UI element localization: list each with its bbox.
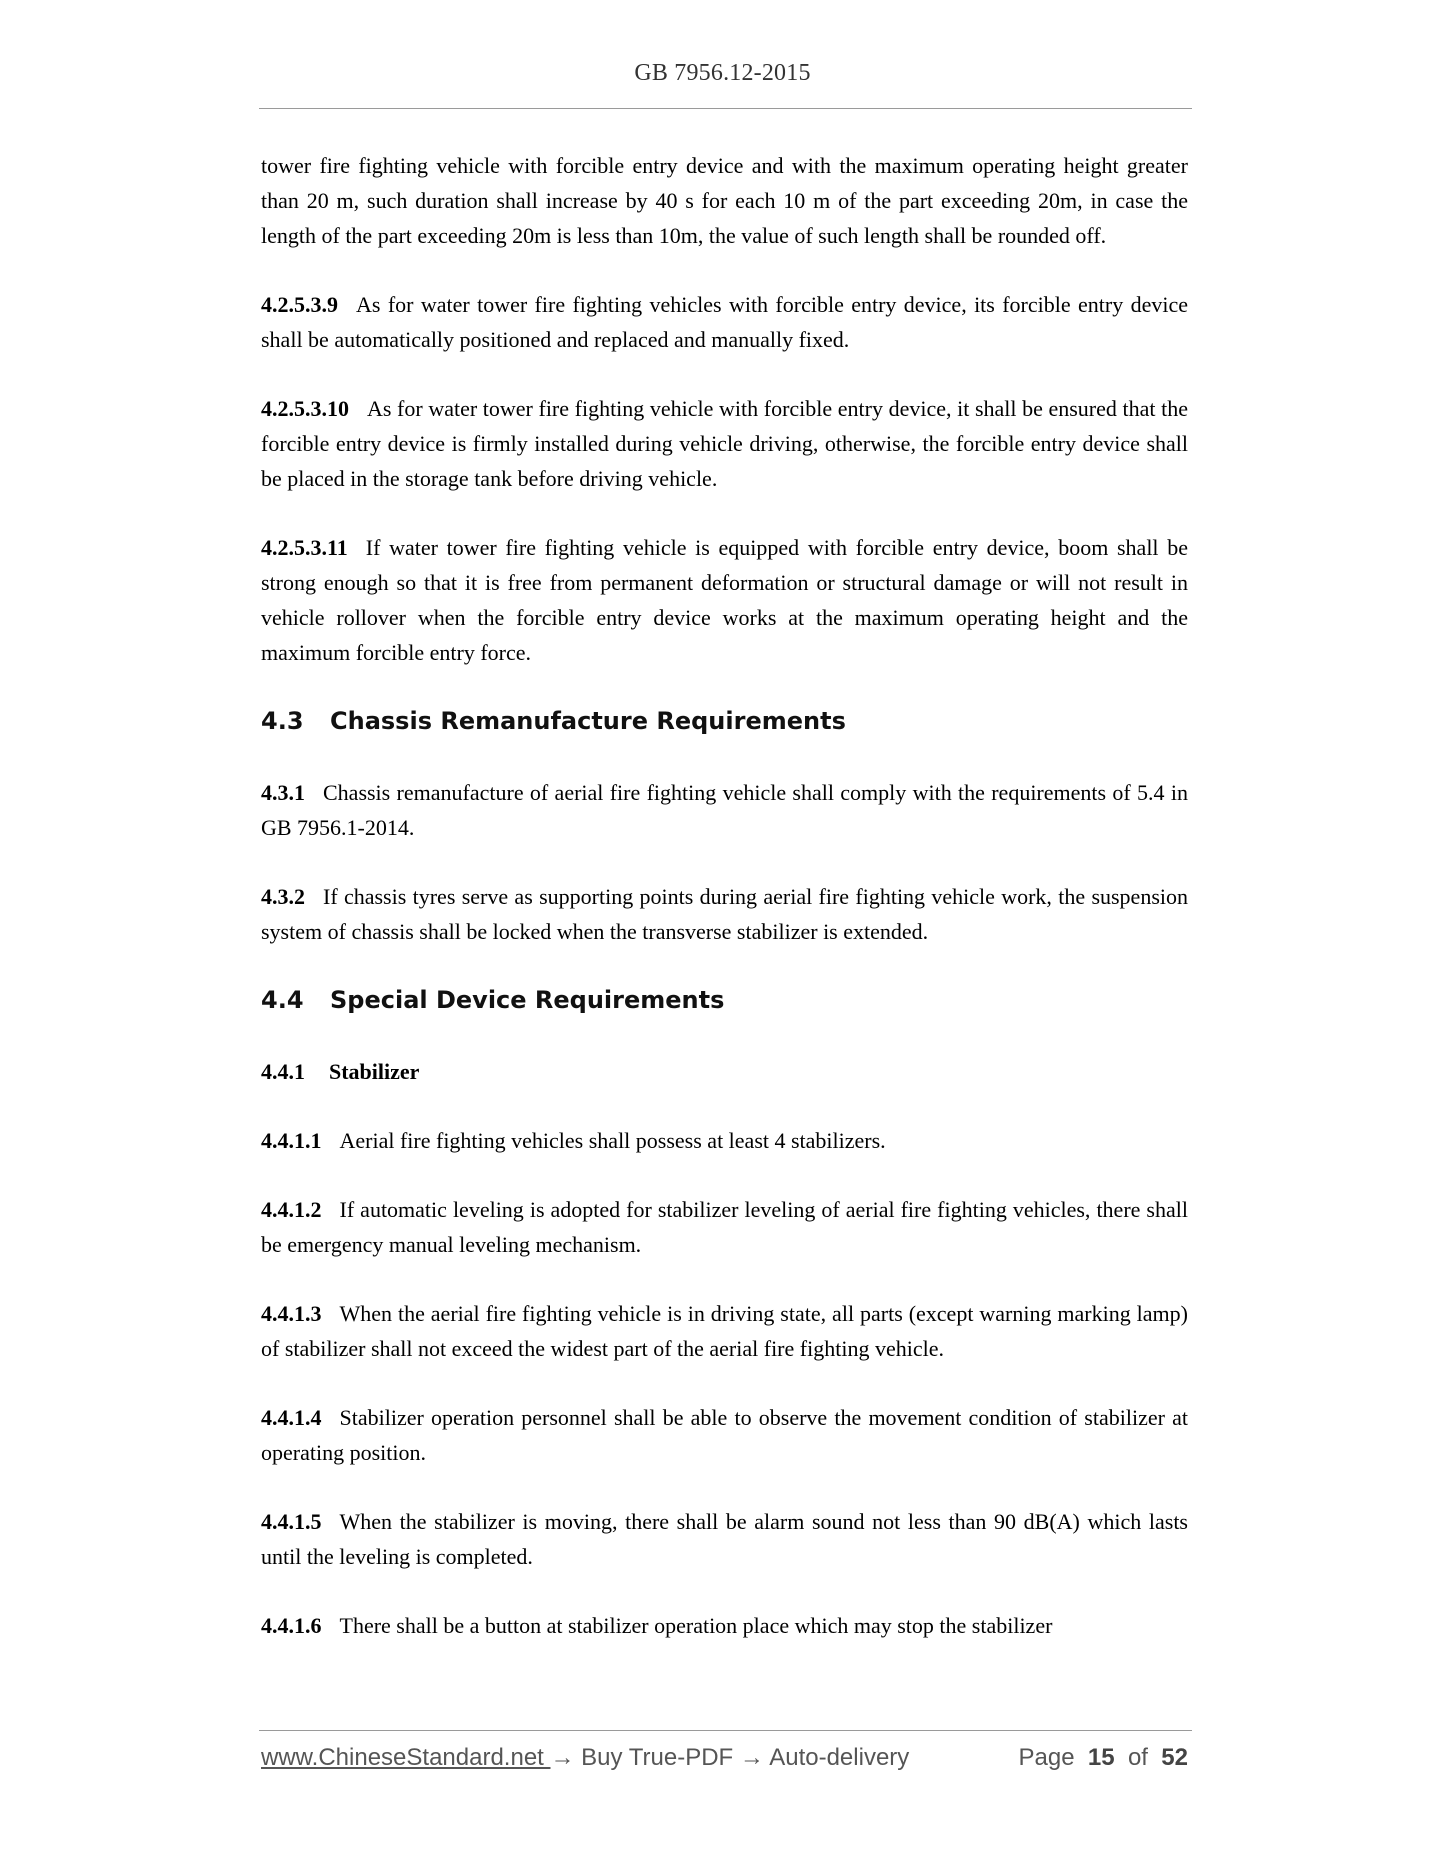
section-title: Special Device Requirements — [330, 986, 725, 1014]
clause-text: If automatic leveling is adopted for stabilizer leveling of aerial fire fighting vehicles, there shall be emergency manual leveling mechanism. — [261, 1197, 1188, 1257]
section-heading-4-4 — [261, 983, 1188, 1018]
clause-text: As for water tower fire fighting vehicle with forcible entry device, it shall be ensured that the forcible entry device is firmly installed during vehicle driving, otherwise, the forcible entry device shall be placed in the storage tank before driving vehicle. — [261, 396, 1188, 491]
clause-text: Aerial fire fighting vehicles shall possess at least 4 stabilizers. — [339, 1128, 886, 1153]
clause-4-3-2 — [261, 879, 1188, 949]
clause-number: 4.2.5.3.10 — [261, 396, 349, 421]
subsection-heading-4-4-1 — [261, 1054, 1188, 1089]
clause-number: 4.3.2 — [261, 884, 305, 909]
clause-4-4-1-4 — [261, 1400, 1188, 1470]
clause-4-2-5-3-10 — [261, 391, 1188, 496]
clause-number: 4.4.1.2 — [261, 1197, 322, 1222]
clause-4-2-5-3-11 — [261, 530, 1188, 670]
clause-4-2-5-3-9 — [261, 287, 1188, 357]
clause-number: 4.4.1.6 — [261, 1613, 322, 1638]
clause-number: 4.4.1.1 — [261, 1128, 322, 1153]
footer-divider — [259, 1730, 1192, 1731]
subsection-number: 4.4.1 — [261, 1059, 305, 1084]
header-divider — [259, 108, 1192, 109]
footer-promo — [261, 1744, 909, 1772]
section-number: 4.3 — [261, 707, 304, 735]
document-body — [261, 148, 1188, 1677]
clause-4-4-1-1 — [261, 1123, 1188, 1158]
intro-paragraph: tower fire fighting vehicle with forcible entry device and with the maximum operating height greater than 20 m, such duration shall increase by 40 s for each 10 m of the part exceeding 20m, in case the length of the part exceeding 20m is less than 10m, the value of such length shall be rounded off. — [261, 153, 1188, 248]
clause-4-4-1-2 — [261, 1192, 1188, 1262]
clause-text: There shall be a button at stabilizer operation place which may stop the stabilizer — [339, 1613, 1053, 1638]
section-title: Chassis Remanufacture Requirements — [330, 707, 846, 735]
site-link[interactable]: www.ChineseStandard.net — [261, 1744, 551, 1771]
clause-number: 4.4.1.5 — [261, 1509, 322, 1534]
page-footer — [261, 1744, 1188, 1780]
current-page: 15 — [1087, 1744, 1115, 1771]
clause-number: 4.4.1.4 — [261, 1405, 322, 1430]
document-header: GB 7956.12-2015 — [634, 60, 811, 86]
clause-4-4-1-6 — [261, 1608, 1188, 1643]
footer-promo-text: → Buy True-PDF → Auto-delivery — [550, 1744, 910, 1771]
total-pages: 52 — [1161, 1744, 1188, 1771]
clause-text: Stabilizer operation personnel shall be able to observe the movement condition of stabilizer at operating position. — [261, 1405, 1188, 1465]
clause-4-4-1-3 — [261, 1296, 1188, 1366]
clause-number: 4.2.5.3.9 — [261, 292, 338, 317]
clause-number: 4.4.1.3 — [261, 1301, 322, 1326]
subsection-title: Stabilizer — [329, 1059, 420, 1084]
clause-text: If water tower fire fighting vehicle is equipped with forcible entry device, boom shall be strong enough so that it is free from permanent deformation or structural damage or will not result in vehicle rollover when the forcible entry device works at the maximum operating height and the maximum forcible entry force. — [261, 535, 1188, 665]
clause-text: As for water tower fire fighting vehicles with forcible entry device, its forcible entry device shall be automatically positioned and replaced and manually fixed. — [261, 292, 1188, 352]
clause-text: Chassis remanufacture of aerial fire fighting vehicle shall comply with the requirements of 5.4 in GB 7956.1-2014. — [261, 780, 1188, 840]
clause-text: When the stabilizer is moving, there shall be alarm sound not less than 90 dB(A) which lasts until the leveling is completed. — [261, 1509, 1188, 1569]
clause-text: When the aerial fire fighting vehicle is in driving state, all parts (except warning marking lamp) of stabilizer shall not exceed the widest part of the aerial fire fighting vehicle. — [261, 1301, 1188, 1361]
page-label: Page — [1018, 1744, 1075, 1771]
clause-text: If chassis tyres serve as supporting points during aerial fire fighting vehicle work, the suspension system of chassis shall be locked when the transverse stabilizer is extended. — [261, 884, 1188, 944]
clause-4-3-1 — [261, 775, 1188, 845]
section-heading-4-3 — [261, 704, 1188, 739]
section-number: 4.4 — [261, 986, 304, 1014]
clause-number: 4.2.5.3.11 — [261, 535, 348, 560]
of-label: of — [1127, 1744, 1148, 1771]
page-indicator — [1018, 1744, 1188, 1772]
clause-number: 4.3.1 — [261, 780, 305, 805]
clause-4-4-1-5 — [261, 1504, 1188, 1574]
